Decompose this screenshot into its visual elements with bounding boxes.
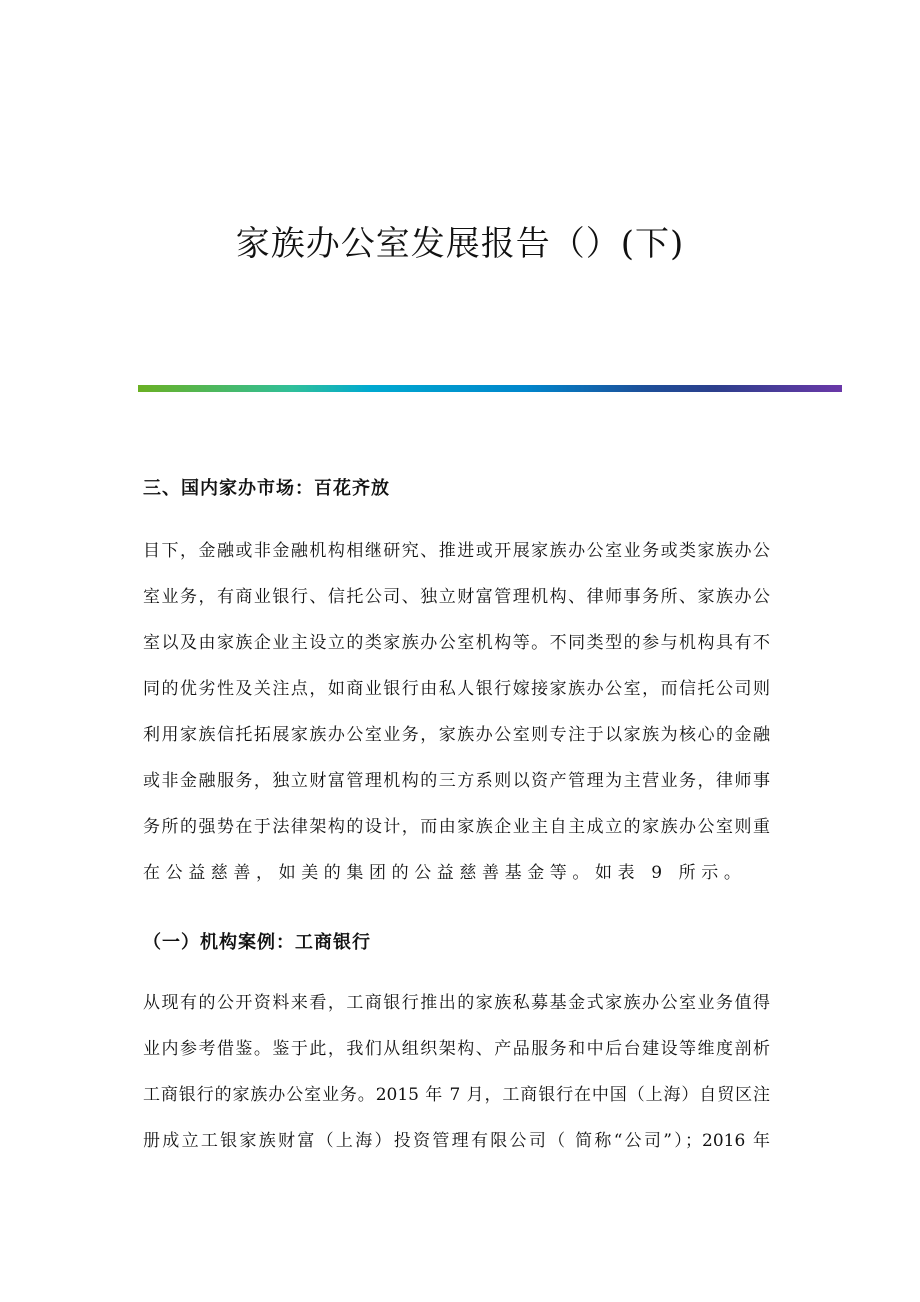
paragraph-line: 业内参考借鉴。鉴于此，我们从组织架构、产品服务和中后台建设等维度剖析 xyxy=(143,1039,770,1059)
subsection-heading: （一）机构案例：工商银行 xyxy=(143,932,371,953)
paragraph-line: 从现有的公开资料来看，工商银行推出的家族私募基金式家族办公室业务值得 xyxy=(143,993,770,1013)
paragraph-line: 在公益慈善，如美的集团的公益慈善基金等。如表 9 所示。 xyxy=(143,863,747,883)
gradient-divider xyxy=(138,385,842,392)
paragraph-line: 室业务，有商业银行、信托公司、独立财富管理机构、律师事务所、家族办公 xyxy=(143,587,770,607)
paragraph-line: 或非金融服务，独立财富管理机构的三方系则以资产管理为主营业务，律师事 xyxy=(143,771,770,791)
paragraph-line: 工商银行的家族办公室业务。2015 年 7 月，工商银行在中国（上海）自贸区注 xyxy=(143,1085,770,1105)
section-heading: 三、国内家办市场：百花齐放 xyxy=(143,478,390,499)
document-title: 家族办公室发展报告（）(下) xyxy=(235,224,685,264)
paragraph-line: 册成立工银家族财富（上海）投资管理有限公司（ 简称“公司”）；2016 年 xyxy=(143,1131,770,1151)
paragraph-line: 室以及由家族企业主设立的类家族办公室机构等。不同类型的参与机构具有不 xyxy=(143,633,770,653)
paragraph-line: 利用家族信托拓展家族办公室业务，家族办公室则专注于以家族为核心的金融 xyxy=(143,725,770,745)
paragraph-line: 同的优劣性及关注点，如商业银行由私人银行嫁接家族办公室，而信托公司则 xyxy=(143,679,770,699)
paragraph-line: 目下，金融或非金融机构相继研究、推进或开展家族办公室业务或类家族办公 xyxy=(143,541,770,561)
paragraph-line: 务所的强势在于法律架构的设计，而由家族企业主自主成立的家族办公室则重 xyxy=(143,817,770,837)
